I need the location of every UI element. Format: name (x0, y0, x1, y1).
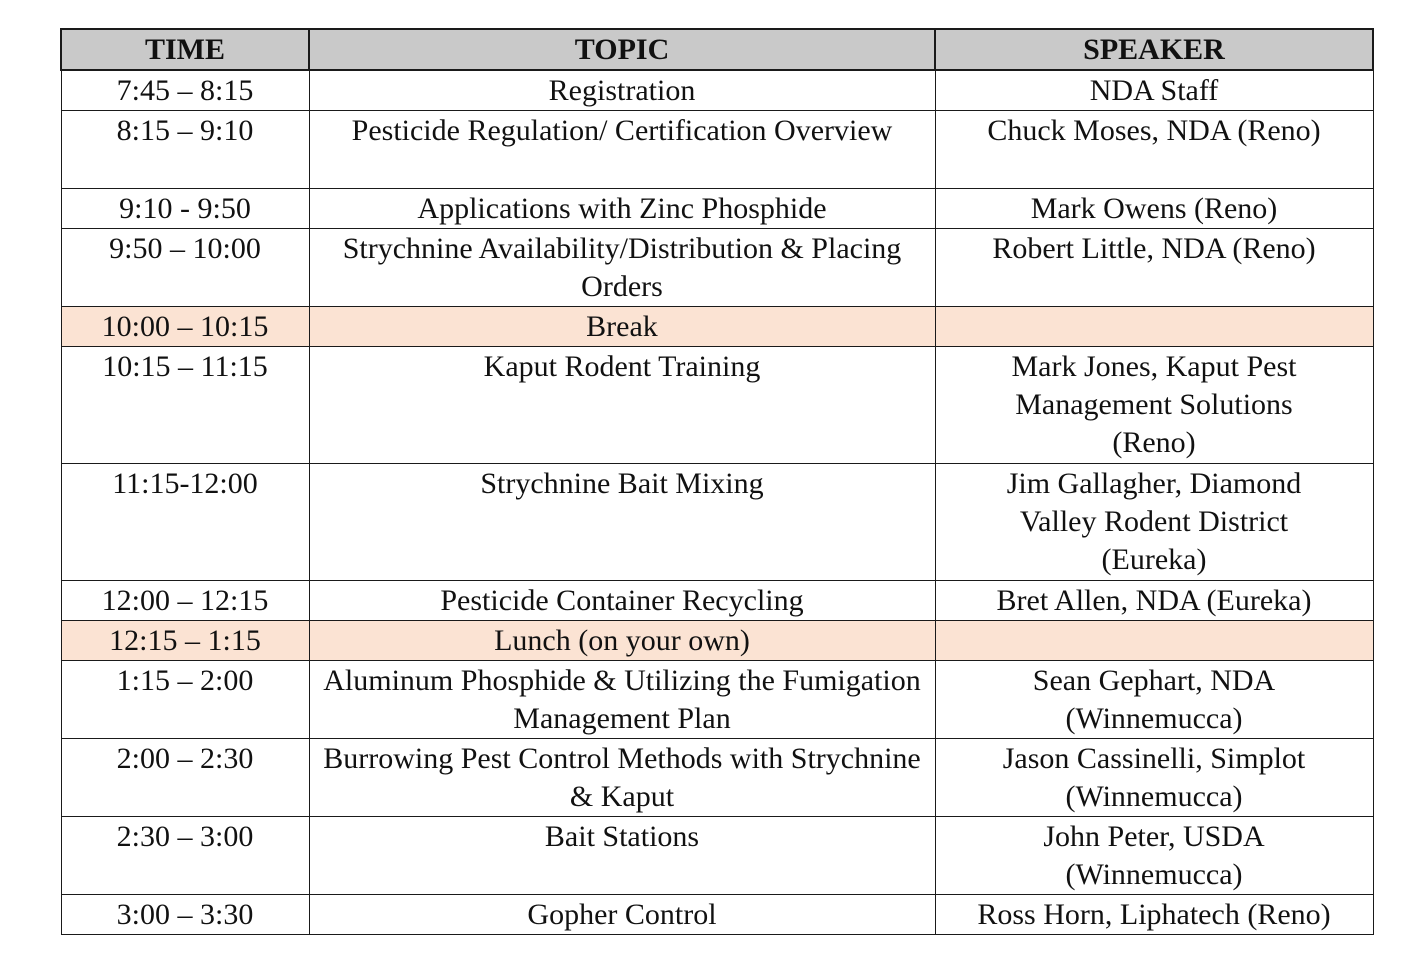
table-row (61, 189, 1373, 229)
time-cell: 10:00 – 10:15 (61, 307, 309, 347)
speaker-cell: Bret Allen, NDA (Eureka) (935, 581, 1373, 621)
speaker-cell: Mark Owens (Reno) (935, 189, 1373, 229)
topic-cell: Break (309, 307, 935, 347)
topic-cell: Bait Stations (309, 817, 935, 895)
speaker-cell (935, 464, 1373, 581)
speaker-cell: Chuck Moses, NDA (Reno) (935, 111, 1373, 189)
topic-cell: Gopher Control (309, 895, 935, 935)
topic-cell: Registration (309, 70, 935, 111)
time-cell: 3:00 – 3:30 (61, 895, 309, 935)
time-cell: 9:50 – 10:00 (61, 229, 309, 307)
speaker-cell: Ross Horn, Liphatech (Reno) (935, 895, 1373, 935)
time-cell: 2:30 – 3:00 (61, 817, 309, 895)
speaker-text: Mark Jones, Kaput Pest Management Solutions (Reno) (1011, 350, 1297, 459)
speaker-cell (935, 817, 1373, 895)
time-cell: 12:00 – 12:15 (61, 581, 309, 621)
table-row (61, 895, 1373, 935)
table-row (61, 464, 1373, 581)
time-cell: 8:15 – 9:10 (61, 111, 309, 189)
topic-cell: Applications with Zinc Phosphide (309, 189, 935, 229)
speaker-cell: Robert Little, NDA (Reno) (935, 229, 1373, 307)
speaker-header: SPEAKER (935, 29, 1373, 70)
time-cell: 7:45 – 8:15 (61, 70, 309, 111)
time-cell: 10:15 – 11:15 (61, 347, 309, 464)
speaker-text: Sean Gephart, NDA (Winnemucca) (1032, 664, 1276, 735)
speaker-cell (935, 621, 1373, 661)
topic-cell: Strychnine Availability/Distribution & Placing Orders (309, 229, 935, 307)
speaker-cell (935, 347, 1373, 464)
table-row (61, 111, 1373, 189)
speaker-text: John Peter, USDA (Winnemucca) (1043, 820, 1265, 891)
topic-cell: Pesticide Regulation/ Certification Overview (309, 111, 935, 189)
break-row (61, 307, 1373, 347)
header-row (61, 29, 1373, 70)
time-header: TIME (61, 29, 309, 70)
topic-cell: Aluminum Phosphide & Utilizing the Fumigation Management Plan (309, 661, 935, 739)
table-row (61, 739, 1373, 817)
lunch-row (61, 621, 1373, 661)
speaker-cell (935, 661, 1373, 739)
speaker-text: Jim Gallagher, Diamond Valley Rodent District (Eureka) (1006, 467, 1302, 576)
speaker-cell: NDA Staff (935, 70, 1373, 111)
agenda-table (60, 28, 1374, 935)
table-row (61, 581, 1373, 621)
time-cell: 9:10 - 9:50 (61, 189, 309, 229)
time-cell: 1:15 – 2:00 (61, 661, 309, 739)
time-cell: 2:00 – 2:30 (61, 739, 309, 817)
topic-cell: Strychnine Bait Mixing (309, 464, 935, 581)
topic-header: TOPIC (309, 29, 935, 70)
time-cell: 12:15 – 1:15 (61, 621, 309, 661)
speaker-cell (935, 307, 1373, 347)
time-cell: 11:15-12:00 (61, 464, 309, 581)
topic-cell: Lunch (on your own) (309, 621, 935, 661)
topic-cell: Burrowing Pest Control Methods with Strychnine & Kaput (309, 739, 935, 817)
table-row (61, 347, 1373, 464)
table-row (61, 817, 1373, 895)
speaker-text: Jason Cassinelli, Simplot (Winnemucca) (1002, 742, 1306, 813)
table-row (61, 70, 1373, 111)
topic-cell: Kaput Rodent Training (309, 347, 935, 464)
topic-cell: Pesticide Container Recycling (309, 581, 935, 621)
speaker-cell (935, 739, 1373, 817)
table-row (61, 229, 1373, 307)
table-row (61, 661, 1373, 739)
